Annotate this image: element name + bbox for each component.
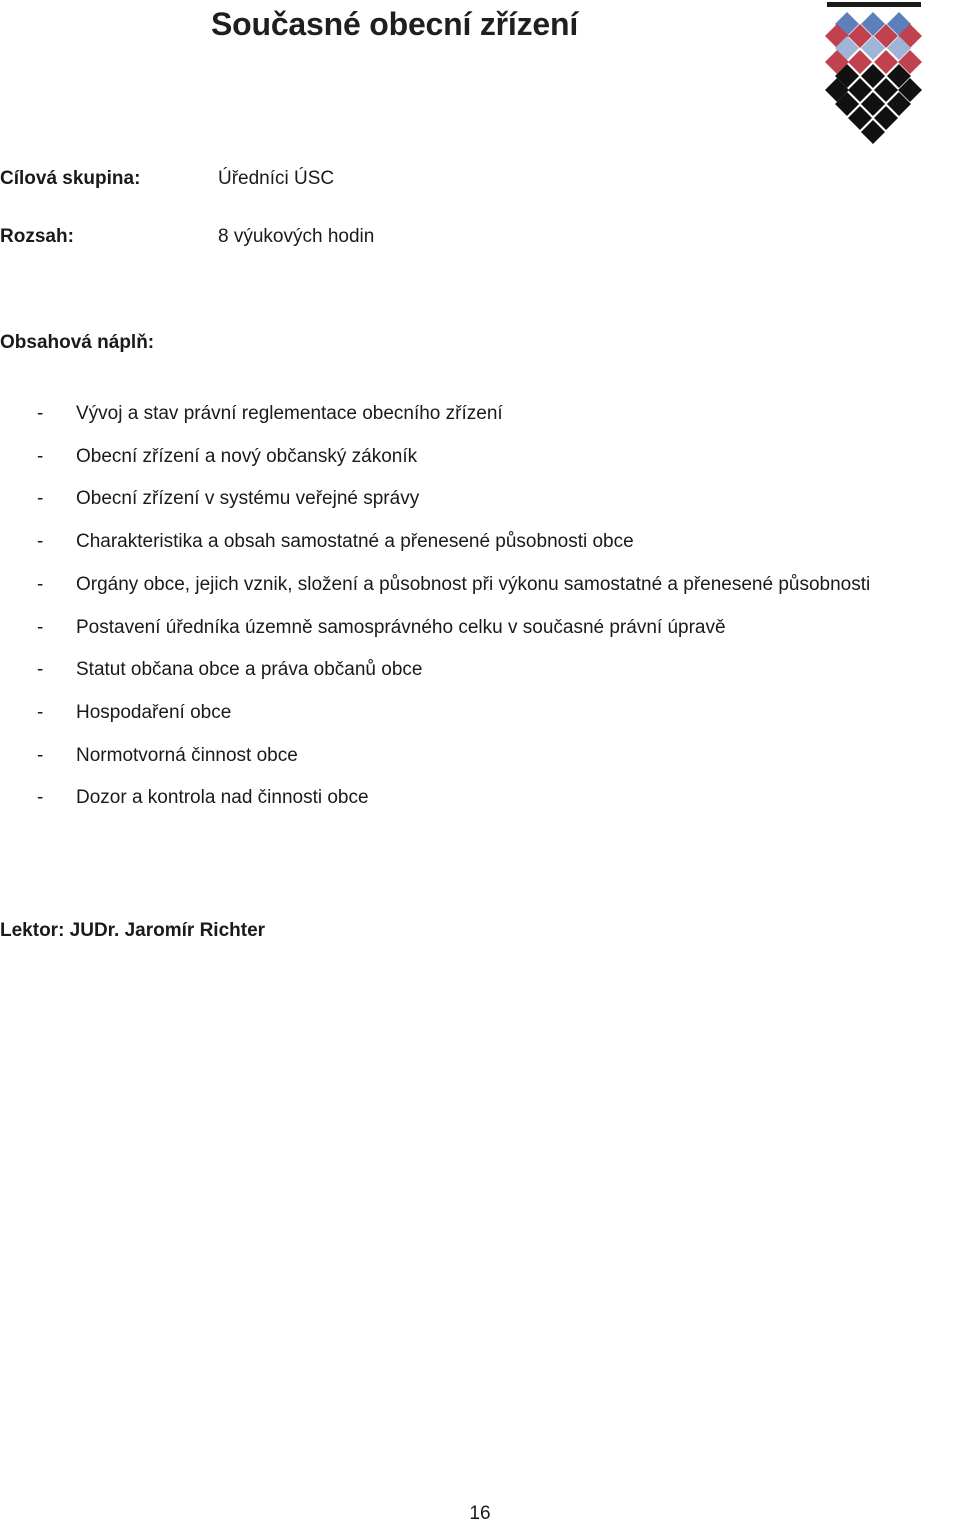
list-item — [0, 478, 960, 521]
list-item-text: Obecní zřízení v systému veřejné správy — [76, 488, 420, 510]
bullet-dash: - — [37, 616, 44, 638]
diamond-grid-logo-icon — [824, 0, 924, 156]
list-item-text: Dozor a kontrola nad činnosti obce — [76, 787, 369, 809]
list-item — [0, 692, 960, 735]
list-item — [0, 649, 960, 692]
content-list — [0, 393, 960, 820]
list-item — [0, 777, 960, 820]
list-item — [0, 521, 960, 564]
bullet-dash: - — [37, 744, 44, 766]
bullet-dash: - — [37, 573, 44, 595]
lecturer: Lektor: JUDr. Jaromír Richter — [0, 920, 266, 941]
list-item-text: Obecní zřízení a nový občanský zákoník — [76, 445, 418, 467]
bullet-dash: - — [37, 403, 44, 424]
scope-label: Rozsah: — [0, 226, 74, 247]
list-item-text: Charakteristika a obsah samostatné a přenesené působnosti obce — [76, 531, 634, 553]
list-item-text: Vývoj a stav právní reglementace obecního zřízení — [76, 403, 503, 424]
list-item-text: Hospodaření obce — [76, 701, 232, 723]
scope-value: 8 výukových hodin — [218, 226, 375, 247]
target-group-value: Úředníci ÚSC — [218, 168, 335, 189]
list-item-text: Normotvorná činnost obce — [76, 744, 298, 766]
bullet-dash: - — [37, 787, 44, 809]
logo-bar — [827, 2, 921, 7]
bullet-dash: - — [37, 445, 44, 467]
content-heading: Obsahová náplň: — [0, 332, 155, 353]
bullet-dash: - — [37, 531, 44, 553]
list-item — [0, 393, 960, 436]
list-item — [0, 436, 960, 479]
bullet-dash: - — [37, 701, 44, 723]
bullet-dash: - — [37, 488, 44, 510]
list-item — [0, 735, 960, 778]
list-item — [0, 564, 960, 607]
list-item-text: Statut občana obce a práva občanů obce — [76, 659, 423, 681]
list-item-text: Orgány obce, jejich vznik, složení a působnost při výkonu samostatné a přenesené působnosti — [76, 573, 871, 595]
list-item — [0, 607, 960, 650]
list-item-text: Postavení úředníka územně samosprávného celku v současné právní úpravě — [76, 616, 726, 638]
page-title: Současné obecní zřízení — [211, 6, 579, 42]
target-group-label: Cílová skupina: — [0, 168, 141, 189]
bullet-dash: - — [37, 659, 44, 681]
page-number: 16 — [469, 1503, 491, 1524]
